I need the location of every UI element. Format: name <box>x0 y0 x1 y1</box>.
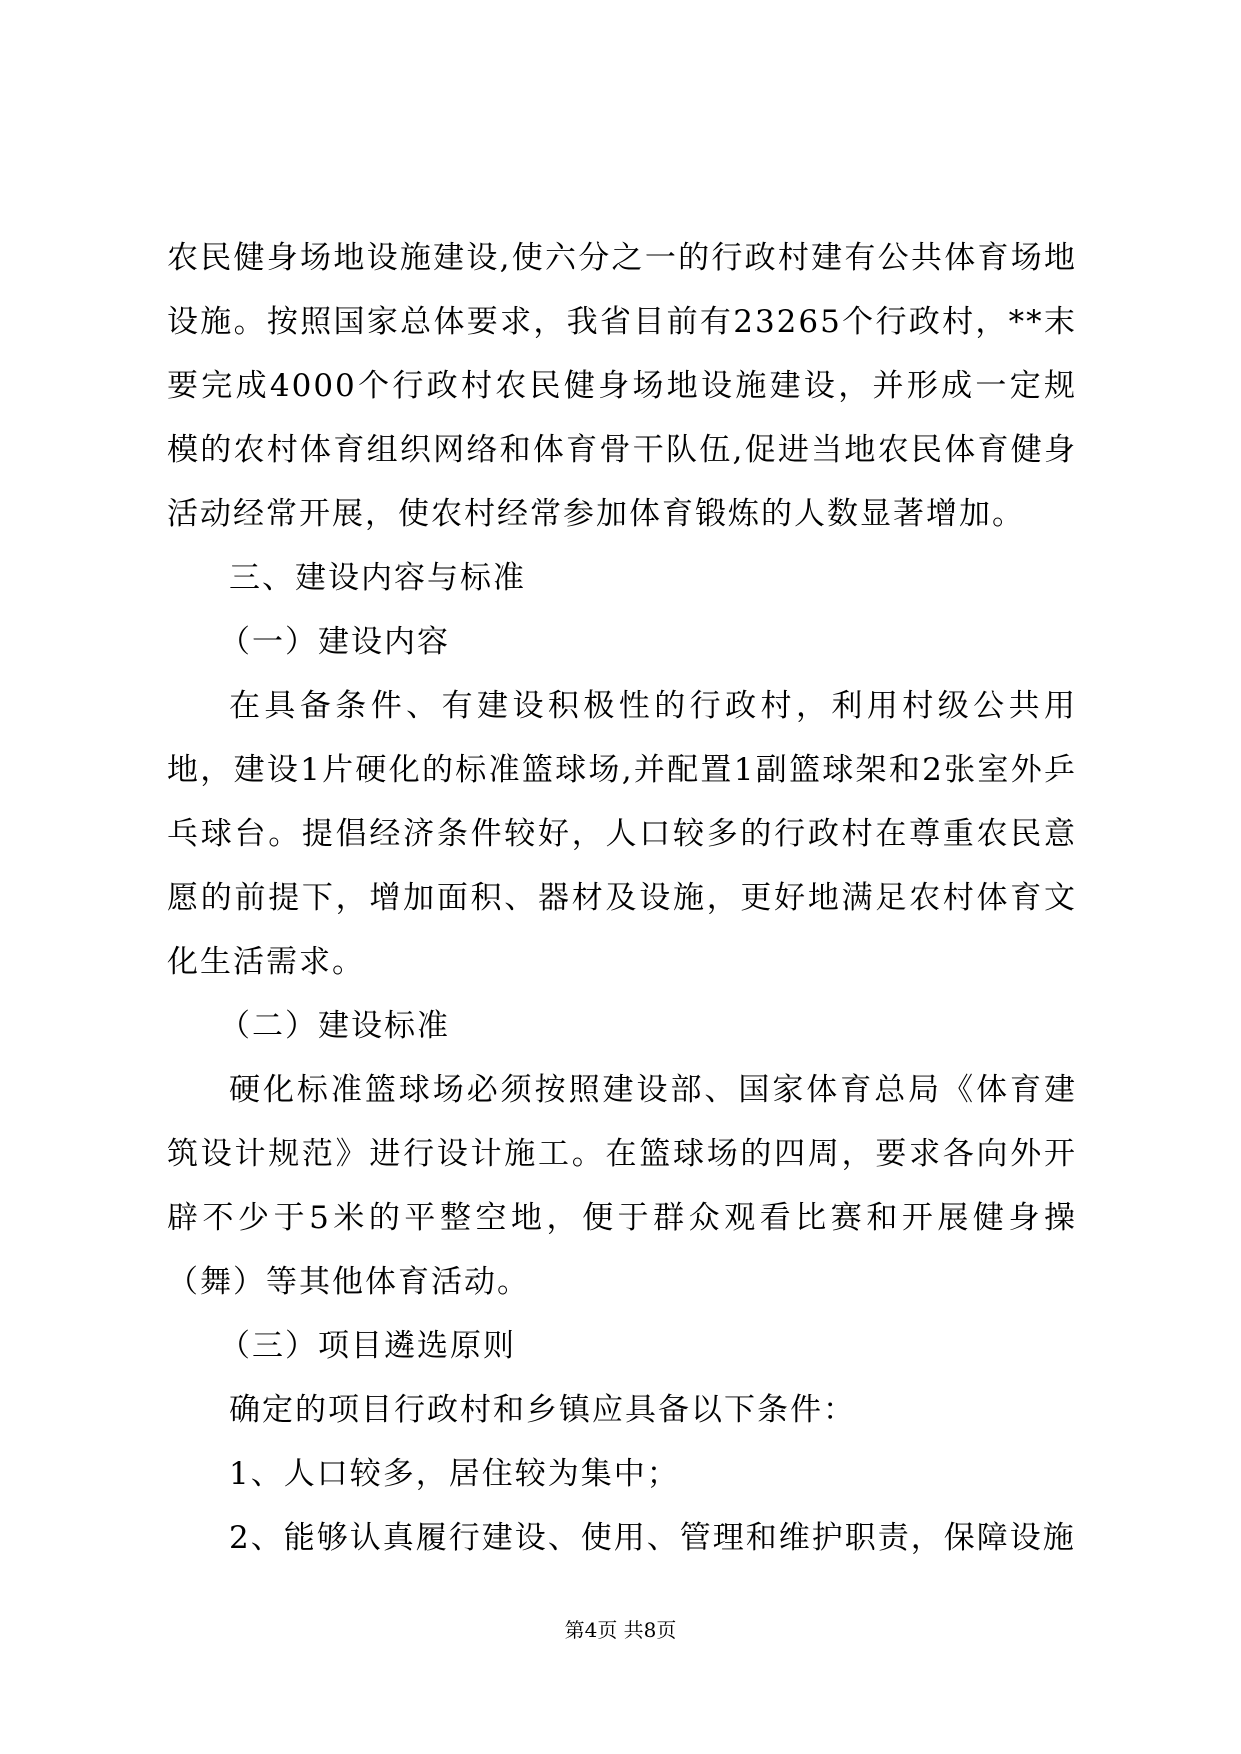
paragraph-construction-standard: 硬化标准篮球场必须按照建设部、国家体育总局《体育建筑设计规范》进行设计施工。在篮球场的四周，要求各向外开辟不少于5米的平整空地，便于群众观看比赛和开展健身操（舞）等其他体育活动。 <box>167 1072 1077 1300</box>
subsection-heading-2: （二）建设标准 <box>219 1008 450 1044</box>
subsection-heading-3: （三）项目遴选原则 <box>219 1328 516 1364</box>
paragraph-construction-content: 在具备条件、有建设积极性的行政村，利用村级公共用地，建设1片硬化的标准篮球场,并配置1副篮球架和2张室外乒乓球台。提倡经济条件较好，人口较多的行政村在尊重农民意愿的前提下，增加面积、器材及设施，更好地满足农村体育文化生活需求。 <box>167 688 1077 980</box>
document-body <box>167 226 1077 1570</box>
list-item-1: 1、人口较多，居住较为集中； <box>229 1456 680 1492</box>
subsection-heading-1: （一）建设内容 <box>219 624 450 660</box>
page-footer: 第4页 共8页 <box>564 1618 677 1642</box>
paragraph-continuation: 农民健身场地设施建设,使六分之一的行政村建有公共体育场地设施。按照国家总体要求，我省目前有23265个行政村，**末要完成4000个行政村农民健身场地设施建设，并形成一定规模的农村体育组织网络和体育骨干队伍,促进当地农民体育健身活动经常开展，使农村经常参加体育锻炼的人数显著增加。 <box>167 240 1077 532</box>
list-item-2: 2、能够认真履行建设、使用、管理和维护职责，保障设施 <box>229 1520 1076 1556</box>
paragraph-selection-conditions: 确定的项目行政村和乡镇应具备以下条件： <box>229 1392 856 1428</box>
section-heading-3: 三、建设内容与标准 <box>229 560 526 596</box>
